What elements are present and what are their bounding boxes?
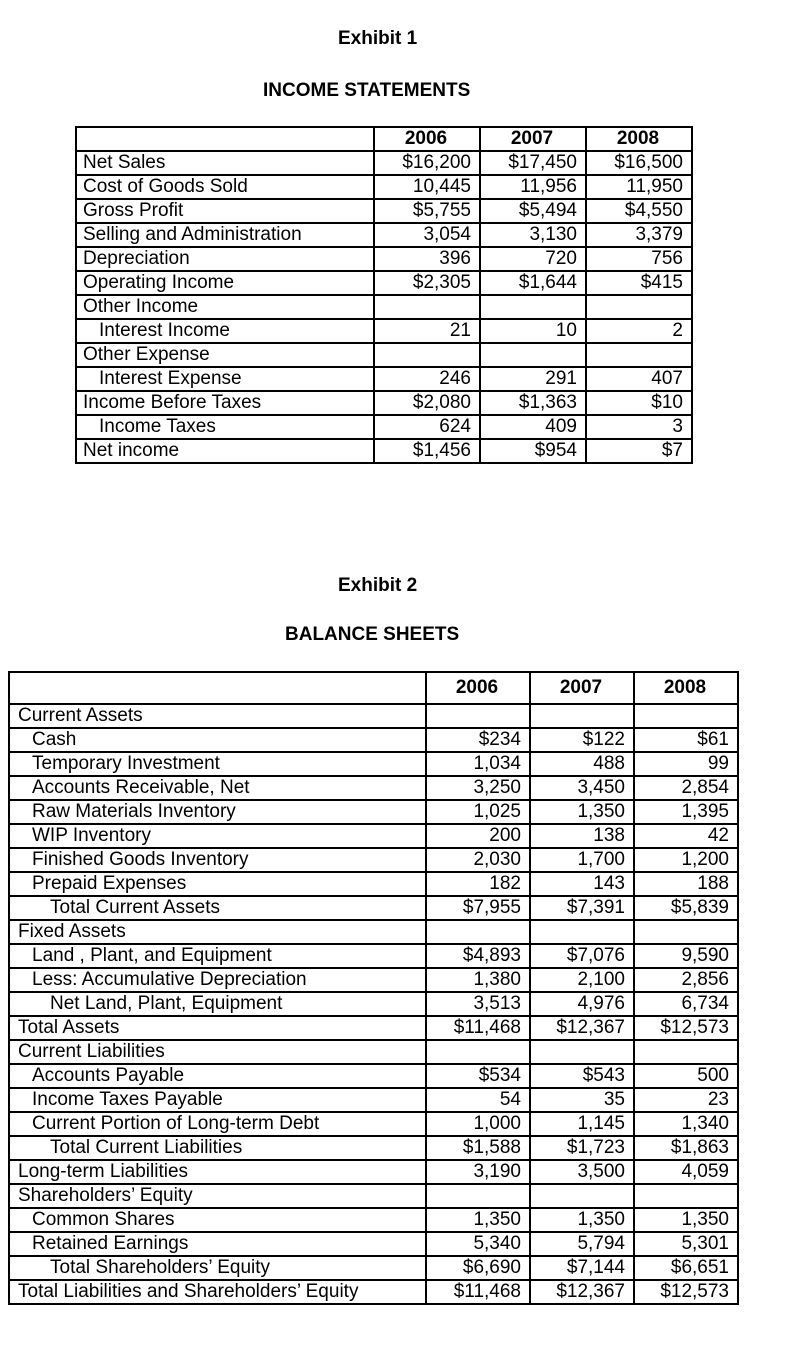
balance-header-row — [9, 672, 738, 704]
row-label: Retained Earnings — [9, 1232, 426, 1256]
row-label: Shareholders’ Equity — [9, 1184, 426, 1208]
value-cell-2008: $7 — [586, 439, 692, 463]
value-cell-2008: 1,395 — [634, 800, 738, 824]
value-cell-2008 — [586, 343, 692, 367]
value-cell-2008: 188 — [634, 872, 738, 896]
value-cell-2007: $17,450 — [480, 151, 586, 175]
value-cell-2008: $12,573 — [634, 1280, 738, 1304]
value-cell-2007: 291 — [480, 367, 586, 391]
value-cell-2006: 396 — [374, 247, 480, 271]
table-row — [9, 800, 738, 824]
row-label: Less: Accumulative Depreciation — [9, 968, 426, 992]
table-row — [76, 367, 692, 391]
value-cell-2008: 2,854 — [634, 776, 738, 800]
balance-header-blank — [9, 672, 426, 704]
value-cell-2006: $1,456 — [374, 439, 480, 463]
table-row — [9, 1088, 738, 1112]
value-cell-2007: 143 — [530, 872, 634, 896]
value-cell-2008: 3 — [586, 415, 692, 439]
table-row — [9, 872, 738, 896]
row-label: Common Shares — [9, 1208, 426, 1232]
value-cell-2007 — [480, 343, 586, 367]
value-cell-2006: 624 — [374, 415, 480, 439]
value-cell-2007: 3,500 — [530, 1160, 634, 1184]
row-label: Net Sales — [76, 151, 374, 175]
table-row — [9, 1184, 738, 1208]
row-label: Cash — [9, 728, 426, 752]
table-row — [76, 415, 692, 439]
table-row — [76, 391, 692, 415]
row-label: Net income — [76, 439, 374, 463]
income-statements-title: INCOME STATEMENTS — [263, 80, 471, 101]
value-cell-2008: 1,350 — [634, 1208, 738, 1232]
row-label: Current Assets — [9, 704, 426, 728]
value-cell-2007: $12,367 — [530, 1280, 634, 1304]
table-row — [9, 1208, 738, 1232]
row-label: WIP Inventory — [9, 824, 426, 848]
value-cell-2007 — [530, 704, 634, 728]
row-label: Land , Plant, and Equipment — [9, 944, 426, 968]
table-row — [9, 728, 738, 752]
table-row — [9, 1064, 738, 1088]
value-cell-2007: 3,450 — [530, 776, 634, 800]
row-label: Temporary Investment — [9, 752, 426, 776]
value-cell-2007: 4,976 — [530, 992, 634, 1016]
value-cell-2007: 2,100 — [530, 968, 634, 992]
table-row — [76, 295, 692, 319]
value-cell-2006: 1,000 — [426, 1112, 530, 1136]
value-cell-2007: 35 — [530, 1088, 634, 1112]
table-row — [9, 1040, 738, 1064]
value-cell-2008: $1,863 — [634, 1136, 738, 1160]
row-label: Total Current Assets — [9, 896, 426, 920]
value-cell-2007: $12,367 — [530, 1016, 634, 1040]
value-cell-2007: 1,350 — [530, 1208, 634, 1232]
value-cell-2006 — [426, 920, 530, 944]
row-label: Income Taxes — [76, 415, 374, 439]
value-cell-2006 — [426, 704, 530, 728]
table-row — [76, 343, 692, 367]
table-row — [9, 824, 738, 848]
value-cell-2008 — [634, 704, 738, 728]
value-cell-2008: $10 — [586, 391, 692, 415]
value-cell-2007: $7,076 — [530, 944, 634, 968]
value-cell-2008: 23 — [634, 1088, 738, 1112]
value-cell-2006 — [374, 343, 480, 367]
value-cell-2006: $2,305 — [374, 271, 480, 295]
value-cell-2006: $6,690 — [426, 1256, 530, 1280]
value-cell-2006: 1,034 — [426, 752, 530, 776]
table-row — [76, 223, 692, 247]
value-cell-2006: 21 — [374, 319, 480, 343]
value-cell-2008: $61 — [634, 728, 738, 752]
table-row — [76, 151, 692, 175]
value-cell-2007: 1,350 — [530, 800, 634, 824]
value-cell-2008: $12,573 — [634, 1016, 738, 1040]
row-label: Interest Expense — [76, 367, 374, 391]
value-cell-2008: 2,856 — [634, 968, 738, 992]
value-cell-2006: 200 — [426, 824, 530, 848]
value-cell-2006 — [426, 1040, 530, 1064]
value-cell-2007 — [530, 1040, 634, 1064]
table-row — [9, 920, 738, 944]
row-label: Accounts Payable — [9, 1064, 426, 1088]
value-cell-2007: $7,391 — [530, 896, 634, 920]
value-cell-2008: 99 — [634, 752, 738, 776]
value-cell-2007: 1,700 — [530, 848, 634, 872]
value-cell-2008: $4,550 — [586, 199, 692, 223]
table-row — [76, 247, 692, 271]
value-cell-2008: 3,379 — [586, 223, 692, 247]
value-cell-2006: 54 — [426, 1088, 530, 1112]
value-cell-2008 — [634, 1040, 738, 1064]
row-label: Total Current Liabilities — [9, 1136, 426, 1160]
value-cell-2006: 10,445 — [374, 175, 480, 199]
value-cell-2006: $4,893 — [426, 944, 530, 968]
value-cell-2008: 756 — [586, 247, 692, 271]
value-cell-2006: $11,468 — [426, 1016, 530, 1040]
table-row — [76, 271, 692, 295]
value-cell-2007 — [480, 295, 586, 319]
value-cell-2008: 42 — [634, 824, 738, 848]
value-cell-2008: 407 — [586, 367, 692, 391]
row-label: Operating Income — [76, 271, 374, 295]
value-cell-2008: $16,500 — [586, 151, 692, 175]
value-cell-2006 — [374, 295, 480, 319]
table-row — [9, 1016, 738, 1040]
value-cell-2006: $234 — [426, 728, 530, 752]
row-label: Total Shareholders’ Equity — [9, 1256, 426, 1280]
value-cell-2006: 246 — [374, 367, 480, 391]
value-cell-2007: $7,144 — [530, 1256, 634, 1280]
value-cell-2006: $1,588 — [426, 1136, 530, 1160]
table-row — [76, 199, 692, 223]
table-row — [9, 752, 738, 776]
value-cell-2006: 1,025 — [426, 800, 530, 824]
value-cell-2006: 182 — [426, 872, 530, 896]
table-row — [76, 175, 692, 199]
value-cell-2007: $1,363 — [480, 391, 586, 415]
value-cell-2008: 9,590 — [634, 944, 738, 968]
value-cell-2007: 3,130 — [480, 223, 586, 247]
row-label: Income Before Taxes — [76, 391, 374, 415]
exhibit-1-label: Exhibit 1 — [338, 28, 418, 49]
row-label: Prepaid Expenses — [9, 872, 426, 896]
row-label: Selling and Administration — [76, 223, 374, 247]
value-cell-2008: 4,059 — [634, 1160, 738, 1184]
row-label: Finished Goods Inventory — [9, 848, 426, 872]
income-year-2008: 2008 — [586, 127, 692, 151]
row-label: Current Portion of Long-term Debt — [9, 1112, 426, 1136]
value-cell-2007: 1,145 — [530, 1112, 634, 1136]
balance-year-2006: 2006 — [426, 672, 530, 704]
table-row — [9, 1136, 738, 1160]
value-cell-2007: $1,644 — [480, 271, 586, 295]
value-cell-2007: $543 — [530, 1064, 634, 1088]
balance-sheets-title: BALANCE SHEETS — [285, 624, 460, 645]
value-cell-2006: 1,350 — [426, 1208, 530, 1232]
value-cell-2007: 720 — [480, 247, 586, 271]
value-cell-2006: 3,513 — [426, 992, 530, 1016]
value-cell-2006: $11,468 — [426, 1280, 530, 1304]
value-cell-2008: 1,200 — [634, 848, 738, 872]
value-cell-2006: $16,200 — [374, 151, 480, 175]
value-cell-2006: $534 — [426, 1064, 530, 1088]
value-cell-2006: $2,080 — [374, 391, 480, 415]
table-row — [9, 1160, 738, 1184]
row-label: Other Income — [76, 295, 374, 319]
value-cell-2007: $122 — [530, 728, 634, 752]
value-cell-2006: $7,955 — [426, 896, 530, 920]
row-label: Income Taxes Payable — [9, 1088, 426, 1112]
table-row — [9, 1112, 738, 1136]
income-header-row — [76, 127, 692, 151]
row-label: Long-term Liabilities — [9, 1160, 426, 1184]
row-label: Accounts Receivable, Net — [9, 776, 426, 800]
table-row — [9, 1280, 738, 1304]
value-cell-2006: 1,380 — [426, 968, 530, 992]
table-row — [9, 1256, 738, 1280]
value-cell-2007: 10 — [480, 319, 586, 343]
value-cell-2006 — [426, 1184, 530, 1208]
value-cell-2008: 5,301 — [634, 1232, 738, 1256]
row-label: Total Liabilities and Shareholders’ Equity — [9, 1280, 426, 1304]
value-cell-2007 — [530, 920, 634, 944]
table-row — [9, 776, 738, 800]
table-row — [9, 704, 738, 728]
balance-year-2008: 2008 — [634, 672, 738, 704]
value-cell-2006: 2,030 — [426, 848, 530, 872]
value-cell-2007: 11,956 — [480, 175, 586, 199]
value-cell-2008 — [634, 1184, 738, 1208]
value-cell-2007: 5,794 — [530, 1232, 634, 1256]
table-row — [9, 896, 738, 920]
income-year-2006: 2006 — [374, 127, 480, 151]
table-row — [9, 944, 738, 968]
balance-sheet-table — [8, 671, 739, 1305]
row-label: Fixed Assets — [9, 920, 426, 944]
table-row — [9, 1232, 738, 1256]
value-cell-2007: 488 — [530, 752, 634, 776]
value-cell-2008: $415 — [586, 271, 692, 295]
table-row — [76, 439, 692, 463]
row-label: Net Land, Plant, Equipment — [9, 992, 426, 1016]
table-row — [9, 848, 738, 872]
value-cell-2008: 2 — [586, 319, 692, 343]
value-cell-2006: 3,054 — [374, 223, 480, 247]
value-cell-2006: 3,190 — [426, 1160, 530, 1184]
row-label: Total Assets — [9, 1016, 426, 1040]
value-cell-2006: 5,340 — [426, 1232, 530, 1256]
value-cell-2006: $5,755 — [374, 199, 480, 223]
value-cell-2007 — [530, 1184, 634, 1208]
row-label: Current Liabilities — [9, 1040, 426, 1064]
row-label: Cost of Goods Sold — [76, 175, 374, 199]
value-cell-2008: 1,340 — [634, 1112, 738, 1136]
income-year-2007: 2007 — [480, 127, 586, 151]
value-cell-2007: $1,723 — [530, 1136, 634, 1160]
row-label: Depreciation — [76, 247, 374, 271]
value-cell-2006: 3,250 — [426, 776, 530, 800]
value-cell-2007: $954 — [480, 439, 586, 463]
table-row — [9, 992, 738, 1016]
value-cell-2007: 138 — [530, 824, 634, 848]
value-cell-2008: 500 — [634, 1064, 738, 1088]
exhibit-2-label: Exhibit 2 — [338, 575, 418, 596]
row-label: Gross Profit — [76, 199, 374, 223]
row-label: Other Expense — [76, 343, 374, 367]
value-cell-2007: 409 — [480, 415, 586, 439]
income-statement-table — [75, 126, 693, 464]
value-cell-2008: 11,950 — [586, 175, 692, 199]
row-label: Raw Materials Inventory — [9, 800, 426, 824]
value-cell-2007: $5,494 — [480, 199, 586, 223]
row-label: Interest Income — [76, 319, 374, 343]
table-row — [76, 319, 692, 343]
balance-year-2007: 2007 — [530, 672, 634, 704]
table-row — [9, 968, 738, 992]
value-cell-2008: $6,651 — [634, 1256, 738, 1280]
income-header-blank — [76, 127, 374, 151]
value-cell-2008 — [634, 920, 738, 944]
value-cell-2008: 6,734 — [634, 992, 738, 1016]
value-cell-2008: $5,839 — [634, 896, 738, 920]
value-cell-2008 — [586, 295, 692, 319]
